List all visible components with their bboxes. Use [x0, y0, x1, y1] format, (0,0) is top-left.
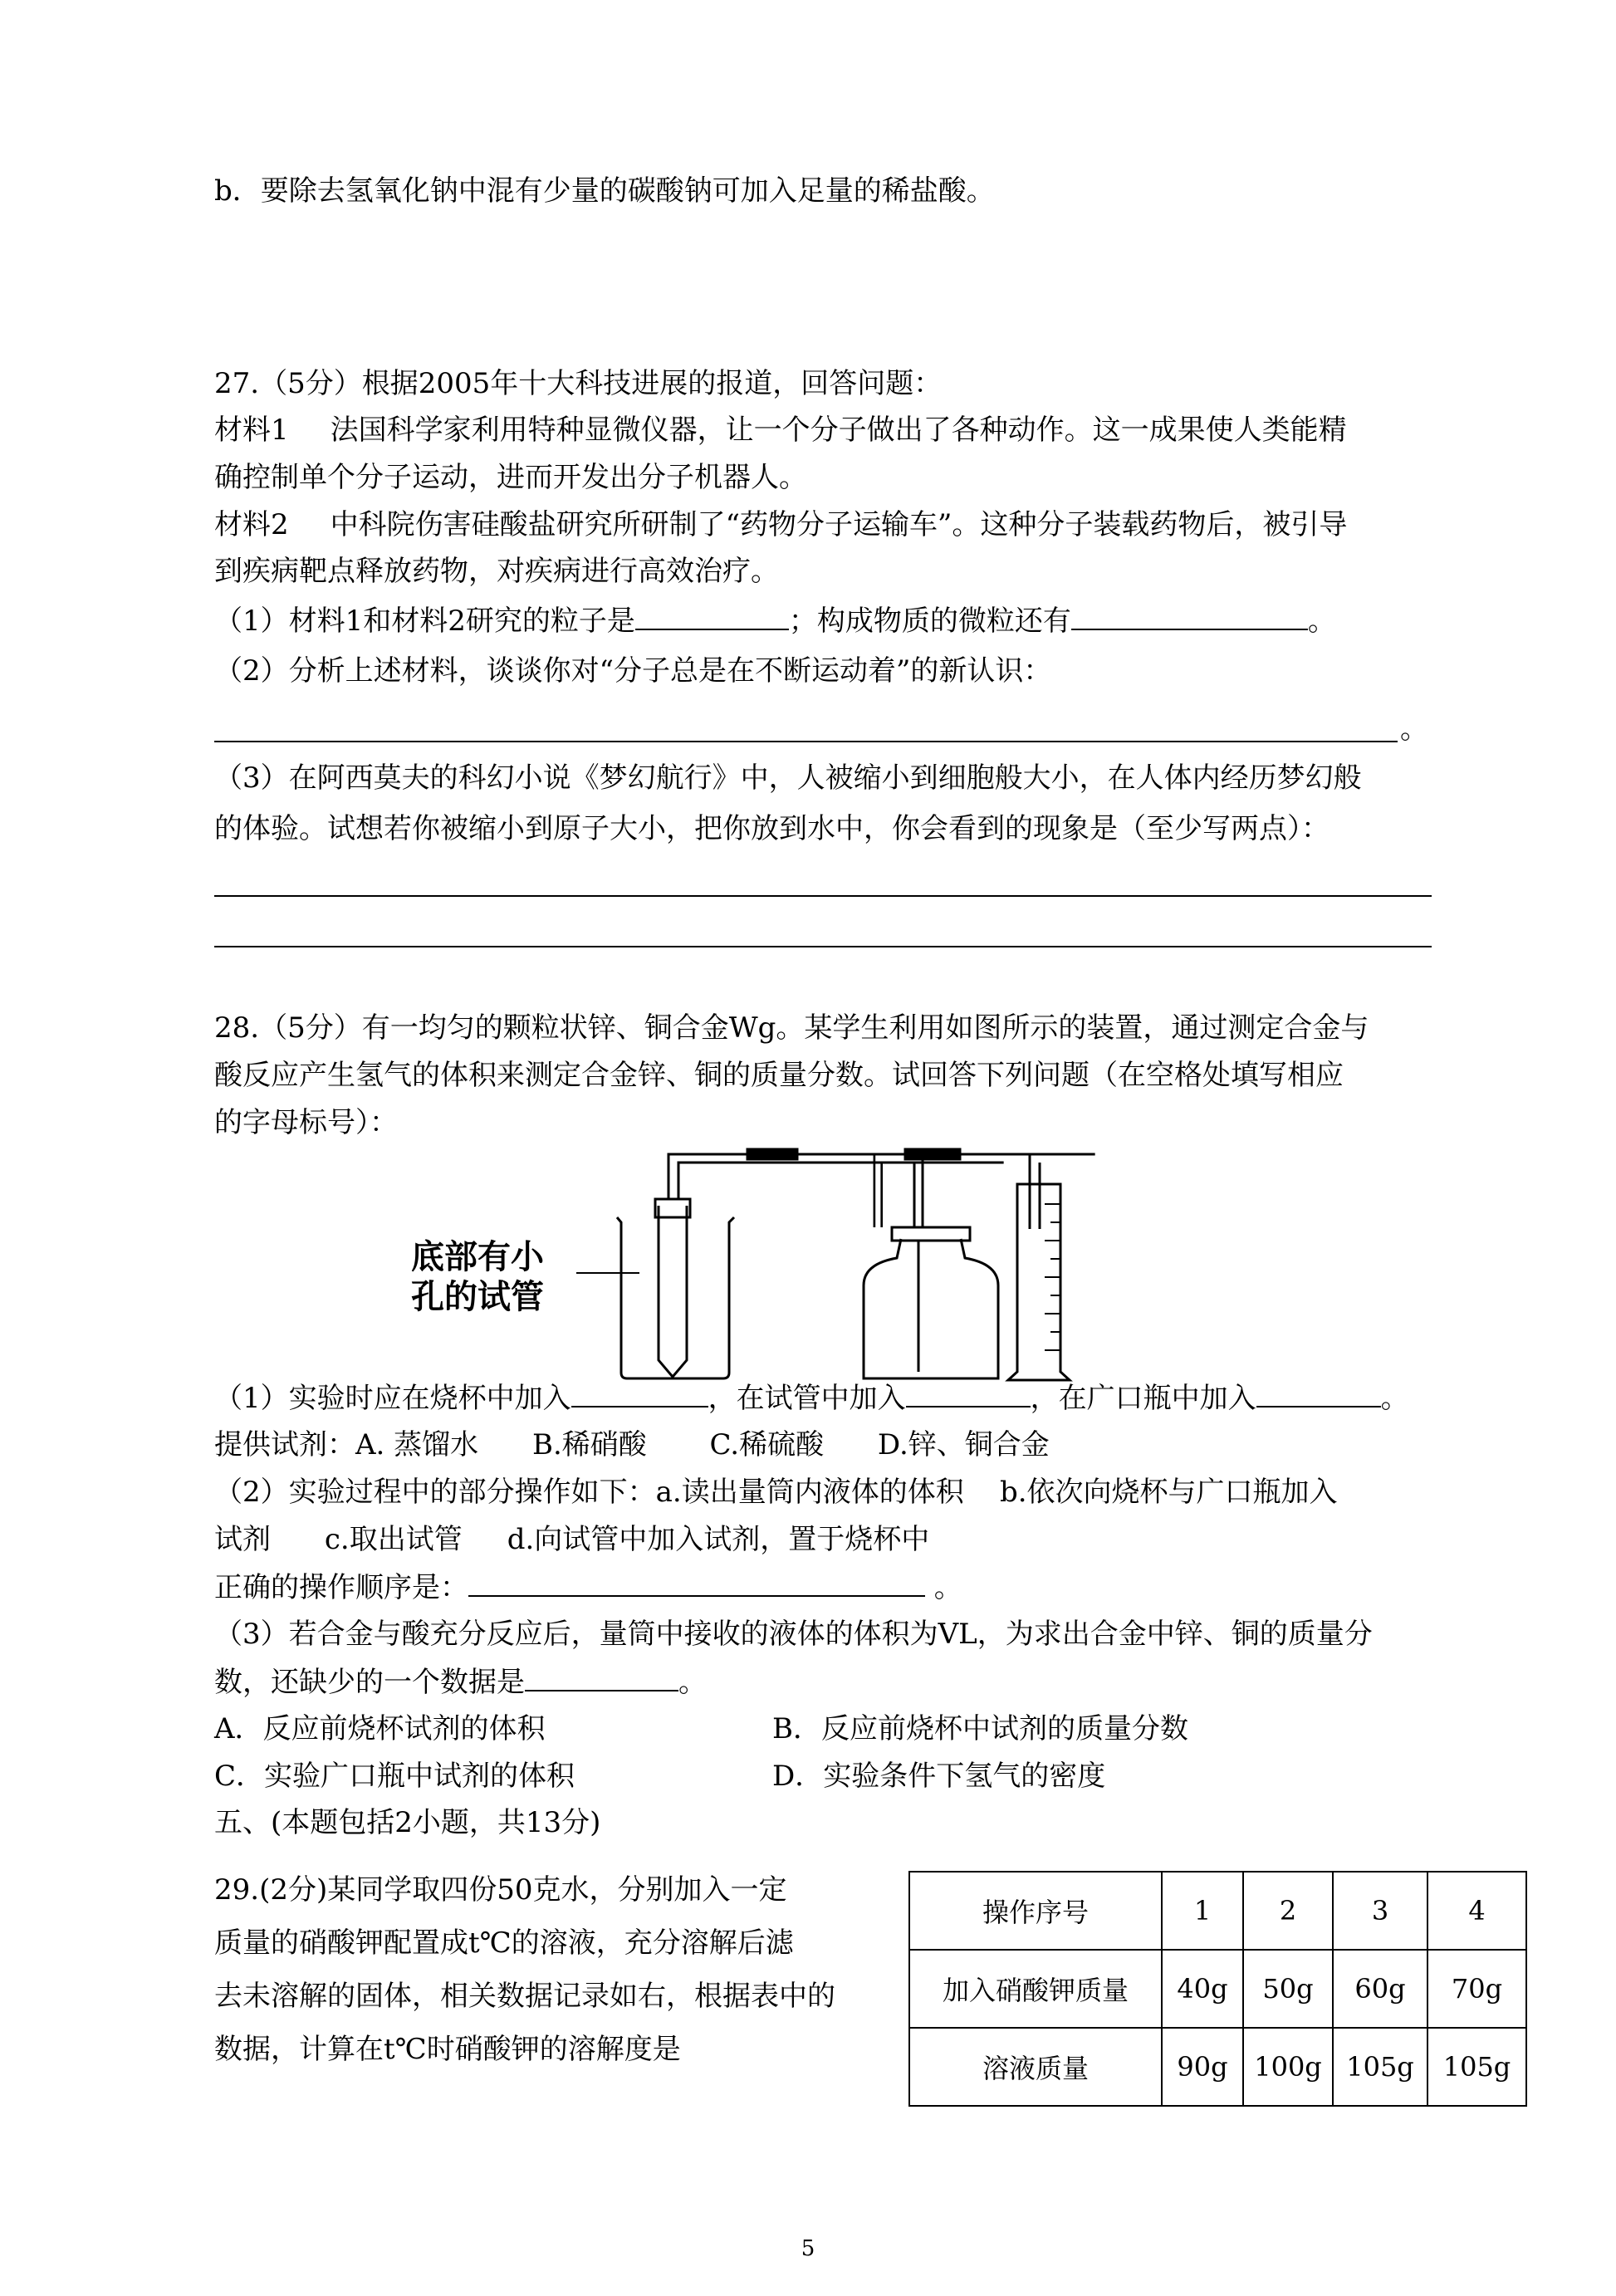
q27-part-2: （2）分析上述材料，谈谈你对“分子总是在不断运动着”的新认识： — [214, 654, 1052, 688]
q28-part-3-line-2: 数，还缺少的一个数据是 。 — [214, 1666, 707, 1699]
table-cell: 100g — [1243, 2028, 1333, 2106]
q28-part-3-line-1: （3）若合金与酸充分反应后，量筒中接收的液体的体积为VL，为求出合金中锌、铜的质量分 — [214, 1618, 1373, 1651]
q28-option-d: D．实验条件下氢气的密度 — [772, 1760, 1106, 1793]
page-number: 5 — [801, 2236, 815, 2261]
wide-mouth-bottle — [864, 1239, 998, 1378]
table-cell: 3 — [1333, 1872, 1427, 1950]
table-cell: 4 — [1427, 1872, 1526, 1950]
q26-option-b: b．要除去氢氧化钠中混有少量的碳酸钠可加入足量的稀盐酸。 — [214, 174, 995, 208]
q27-material-1-line-2: 确控制单个分子运动，进而开发出分子机器人。 — [214, 461, 807, 494]
q28-p1-blank-tube[interactable] — [906, 1381, 1031, 1407]
q28-p1-blank-beaker[interactable] — [571, 1381, 708, 1407]
bottle-stopper — [892, 1227, 970, 1241]
table-cell: 2 — [1243, 1872, 1333, 1950]
q27-p2-answer-line[interactable] — [214, 741, 1398, 742]
test-tube — [659, 1206, 687, 1377]
q27-stem: 27.（5分）根据2005年十大科技进展的报道，回答问题： — [214, 367, 943, 400]
test-tube-stopper — [655, 1199, 690, 1217]
q28-part-2-line-1: （2）实验过程中的部分操作如下：a.读出量筒内液体的体积 b.依次向烧杯与广口瓶加入 — [214, 1476, 1338, 1509]
q27-p1-answer-blank-1[interactable] — [635, 604, 789, 630]
q29-line-2: 质量的硝酸钾配置成t℃的溶液，充分溶解后滤 — [214, 1926, 794, 1960]
connecting-tube-1 — [668, 1154, 923, 1227]
table-cell: 操作序号 — [909, 1872, 1162, 1950]
table-cell: 105g — [1333, 2028, 1427, 2106]
q27-p1-answer-blank-2[interactable] — [1071, 604, 1308, 630]
q29-line-1: 29.(2分)某同学取四份50克水，分别加入一定 — [214, 1873, 787, 1907]
q28-part-2-order: 正确的操作顺序是： 。 — [214, 1571, 962, 1604]
q28-p2-order-blank[interactable] — [468, 1570, 925, 1597]
q28-reagents: 提供试剂：A. 蒸馏水 B.稀硝酸 C.稀硫酸 D.锌、铜合金 — [214, 1428, 1050, 1461]
material-1-label: 材料1 — [214, 414, 289, 447]
q27-material-2-line-2: 到疾病靶点释放药物，对疾病进行高效治疗。 — [214, 555, 779, 588]
q28-option-a: A．反应前烧杯试剂的体积 — [214, 1712, 546, 1745]
table-cell: 溶液质量 — [909, 2028, 1162, 2106]
q27-material-1-line-1: 材料1 法国科学家利用特种显微仪器，让一个分子做出了各种动作。这一成果使人类能精 — [214, 414, 1347, 447]
q28-option-b: B．反应前烧杯中试剂的质量分数 — [772, 1712, 1188, 1745]
q27-part-3-line-2: 的体验。试想若你被缩小到原子大小，把你放到水中，你会看到的现象是（至少写两点）： — [214, 812, 1330, 845]
table-cell: 50g — [1243, 1950, 1333, 2028]
q27-part-3-line-1: （3）在阿西莫夫的科幻小说《梦幻航行》中，人被缩小到细胞般大小，在人体内经历梦幻般 — [214, 761, 1362, 795]
q28-stem-line-1: 28.（5分）有一均匀的颗粒状锌、铜合金Wg。某学生利用如图所示的装置，通过测定合金与 — [214, 1011, 1369, 1045]
table-row — [909, 1950, 1526, 2028]
table-cell: 90g — [1162, 2028, 1243, 2106]
kno3-data-table — [908, 1871, 1527, 2107]
rubber-joint-1 — [747, 1149, 797, 1159]
table-cell: 1 — [1162, 1872, 1243, 1950]
section-5-heading: 五、(本题包括2小题，共13分) — [214, 1806, 601, 1839]
table-cell: 40g — [1162, 1950, 1243, 2028]
q28-part-2-line-2: 试剂 c.取出试管 d.向试管中加入试剂，置于烧杯中 — [214, 1523, 930, 1556]
connecting-tube-2 — [874, 1154, 1095, 1227]
table-cell: 加入硝酸钾质量 — [909, 1950, 1162, 2028]
figure-label: 底部有小 孔的试管 — [411, 1238, 544, 1316]
table-cell: 70g — [1427, 1950, 1526, 2028]
q29-line-3: 去未溶解的固体，相关数据记录如右，根据表中的 — [214, 1980, 835, 2013]
q27-p3-answer-line-2[interactable] — [214, 946, 1432, 947]
q28-p1-blank-bottle[interactable] — [1256, 1381, 1381, 1407]
q28-part-1: （1）实验时应在烧杯中加入 ，在试管中加入 ，在广口瓶中加入 。 — [214, 1382, 1409, 1415]
q28-option-c: C．实验广口瓶中试剂的体积 — [214, 1760, 575, 1793]
q28-p3-blank[interactable] — [525, 1665, 678, 1691]
q27-p3-answer-line-1[interactable] — [214, 895, 1432, 897]
material-2-label: 材料2 — [214, 508, 289, 541]
rubber-joint-2 — [905, 1149, 960, 1159]
q27-part-1: （1）材料1和材料2研究的粒子是 ；构成物质的微粒还有 。 — [214, 605, 1336, 638]
table-row — [909, 1872, 1526, 1950]
q28-stem-line-3: 的字母标号）： — [214, 1106, 398, 1139]
table-row — [909, 2028, 1526, 2106]
q27-p2-period: 。 — [1400, 712, 1428, 746]
q28-stem-line-2: 酸反应产生氢气的体积来测定合金锌、铜的质量分数。试回答下列问题（在空格处填写相应 — [214, 1059, 1344, 1092]
q27-material-2-line-1: 材料2 中科院伤害硅酸盐研究所研制了“药物分子运输车”。这种分子装载药物后，被引导 — [214, 508, 1348, 541]
beaker — [617, 1217, 734, 1378]
table-cell: 60g — [1333, 1950, 1427, 2028]
table-cell: 105g — [1427, 2028, 1526, 2106]
q29-line-4: 数据，计算在t℃时硝酸钾的溶解度是 — [214, 2033, 681, 2066]
